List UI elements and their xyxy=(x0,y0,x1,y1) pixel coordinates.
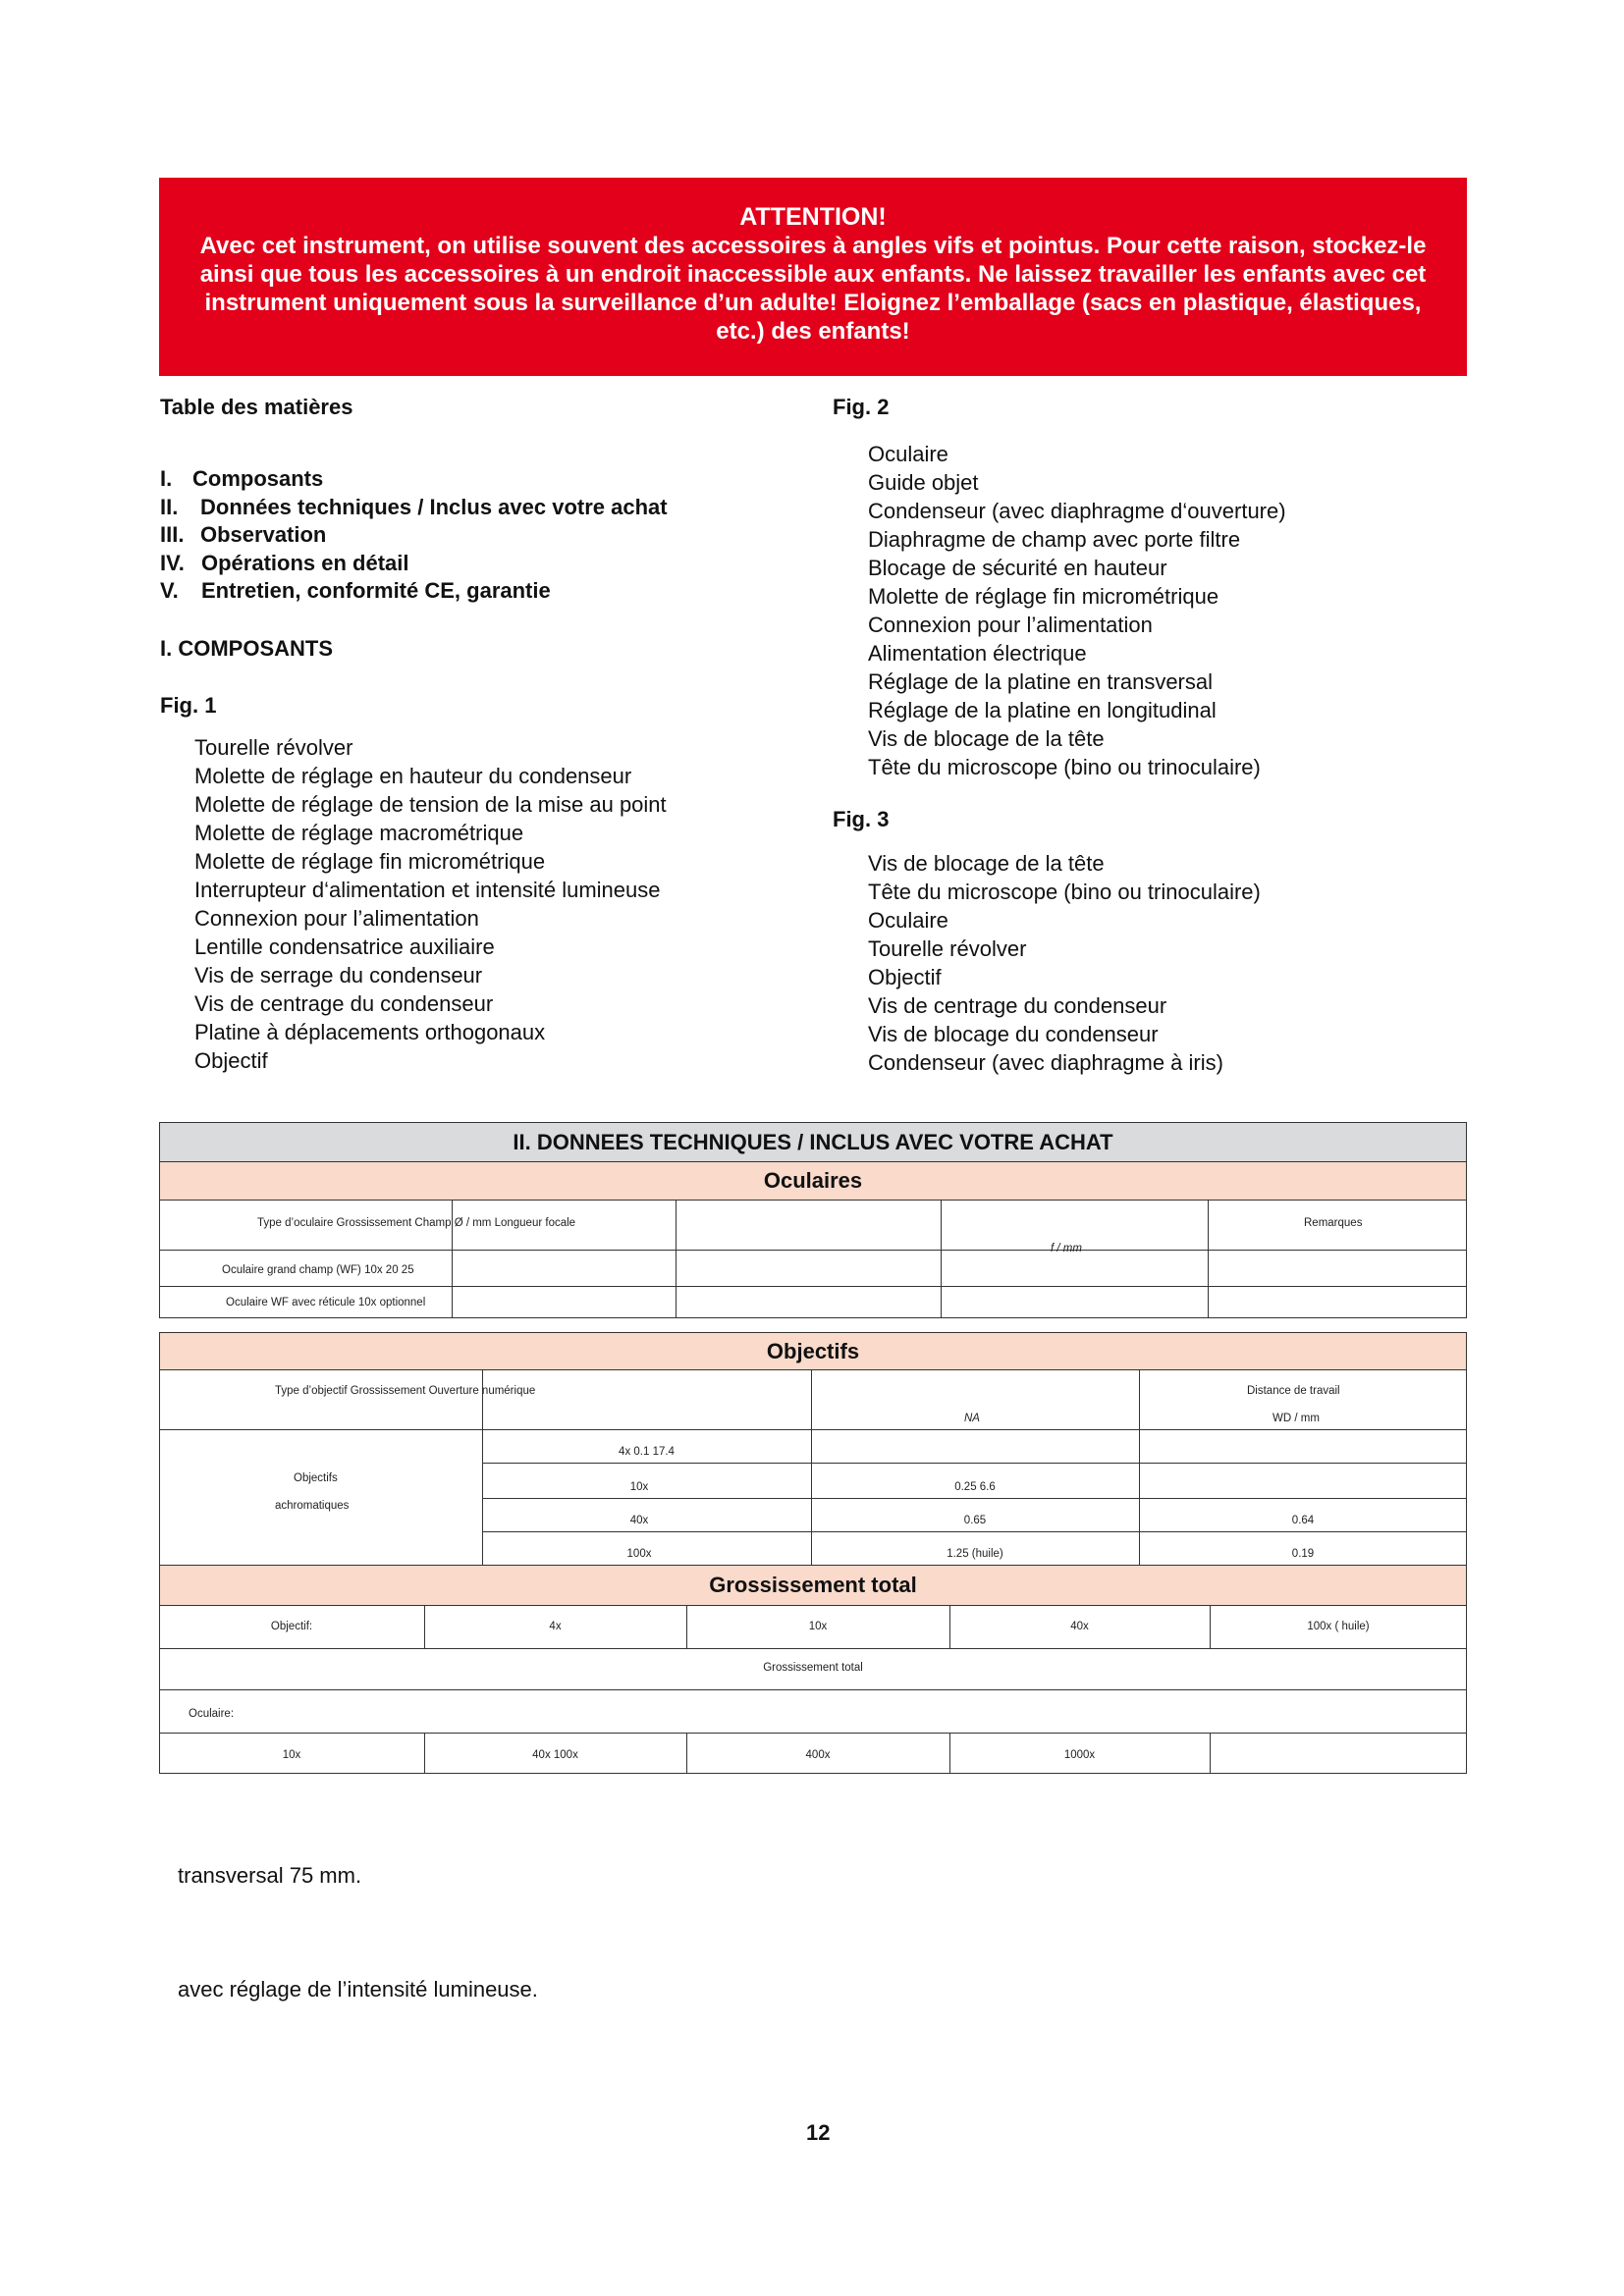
grossissement-objectif-cell: 4x xyxy=(549,1621,562,1632)
objectifs-col-headers: Type d’objectif Grossissement Ouverture numérique xyxy=(275,1385,536,1397)
toc-item-number: I. xyxy=(160,466,173,491)
col-divider xyxy=(676,1200,677,1318)
component-label: Vis de blocage du condenseur xyxy=(868,1022,1159,1046)
fig3-list xyxy=(868,849,1261,1077)
component-label: Condenseur (avec diaphragme d‘ouverture) xyxy=(868,499,1286,523)
objectifs-group-label: Objectifs xyxy=(294,1472,338,1484)
component-label: Oculaire xyxy=(868,908,948,933)
component-label: Tourelle révolver xyxy=(194,735,353,760)
objective-mag: 40x xyxy=(629,1515,649,1526)
component-label: Molette de réglage de tension de la mise au point xyxy=(194,792,667,817)
toc-item[interactable] xyxy=(160,550,668,578)
component-label: Molette de réglage fin micrométrique xyxy=(194,849,546,874)
text-fragment: avec réglage de l’intensité lumineuse. xyxy=(178,1977,538,2002)
component-label: Tête du microscope (bino ou trinoculaire) xyxy=(868,755,1261,779)
toc-list xyxy=(160,465,668,606)
grossissement-value-cell: 40x 100x xyxy=(532,1749,578,1761)
component-label: Guide objet xyxy=(868,470,979,495)
component-label: Connexion pour l’alimentation xyxy=(194,906,479,931)
col-divider xyxy=(1208,1200,1209,1318)
objective-mag: 100x xyxy=(626,1548,652,1560)
grossissement-objectif-cell: 40x xyxy=(1070,1621,1089,1632)
toc-title: Table des matières xyxy=(160,395,353,419)
warning-box xyxy=(159,178,1467,376)
warning-title: ATTENTION! xyxy=(739,203,887,231)
row-divider xyxy=(159,1648,1467,1649)
component-label: Vis de blocage de la tête xyxy=(868,851,1105,876)
toc-item-number: IV. xyxy=(160,550,185,575)
row-divider xyxy=(159,1733,1467,1734)
page-number: 12 xyxy=(806,2120,831,2145)
grossissement-objectif-cell: 10x xyxy=(808,1621,828,1632)
objective-wd: 0.19 xyxy=(1291,1548,1315,1560)
objective-na: 0.65 xyxy=(963,1515,987,1526)
toc-item[interactable] xyxy=(160,521,668,550)
toc-item[interactable] xyxy=(160,577,668,606)
component-label: Réglage de la platine en transversal xyxy=(868,669,1214,694)
col-divider xyxy=(482,1369,483,1566)
oculaire-row: Oculaire WF avec réticule 10x optionnel xyxy=(226,1297,426,1308)
fig2-title: Fig. 2 xyxy=(833,395,890,419)
row-divider xyxy=(482,1531,1467,1532)
toc-item-number: V. xyxy=(160,578,179,603)
col-divider xyxy=(1210,1733,1211,1774)
grossissement-total-label: Grossissement total xyxy=(763,1662,863,1674)
oculaire-row: Oculaire grand champ (WF) 10x 20 25 xyxy=(222,1264,414,1276)
toc-item-number: III. xyxy=(160,522,185,547)
component-label: Platine à déplacements orthogonaux xyxy=(194,1020,546,1044)
objective-na: 0.25 6.6 xyxy=(954,1481,996,1493)
component-label: Vis de blocage de la tête xyxy=(868,726,1105,751)
row-divider xyxy=(159,1250,1467,1251)
component-label: Tête du microscope (bino ou trinoculaire) xyxy=(868,880,1261,904)
row-divider xyxy=(482,1498,1467,1499)
row-divider xyxy=(482,1463,1467,1464)
objective-na: 1.25 (huile) xyxy=(947,1548,1003,1560)
oculaires-header: Oculaires xyxy=(159,1161,1467,1201)
grossissement-oculaire-label: Oculaire: xyxy=(189,1708,235,1720)
text-fragment: transversal 75 mm. xyxy=(178,1863,362,1888)
component-label: Molette de réglage macrométrique xyxy=(194,821,524,845)
objectifs-header: Objectifs xyxy=(159,1332,1467,1370)
component-label: Vis de serrage du condenseur xyxy=(194,963,483,988)
component-label: Objectif xyxy=(868,965,942,989)
toc-item[interactable] xyxy=(160,494,668,522)
objective-mag: 10x xyxy=(629,1481,649,1493)
component-label: Interrupteur d‘alimentation et intensité lumineuse xyxy=(194,878,661,902)
toc-item-label: Composants xyxy=(192,466,324,491)
grossissement-header: Grossissement total xyxy=(159,1565,1467,1606)
grossissement-value-cell: 1000x xyxy=(1063,1749,1096,1761)
toc-item-label: Opérations en détail xyxy=(201,550,409,575)
objective-mag: 4x 0.1 17.4 xyxy=(619,1446,675,1458)
col-divider xyxy=(1139,1369,1140,1566)
row-divider xyxy=(159,1689,1467,1690)
component-label: Condenseur (avec diaphragme à iris) xyxy=(868,1050,1223,1075)
component-label: Lentille condensatrice auxiliaire xyxy=(194,934,495,959)
component-label: Molette de réglage fin micrométrique xyxy=(868,584,1219,609)
toc-item[interactable] xyxy=(160,465,668,494)
row-divider xyxy=(159,1286,1467,1287)
col-divider xyxy=(811,1369,812,1566)
component-label: Blocage de sécurité en hauteur xyxy=(868,556,1167,580)
component-label: Diaphragme de champ avec porte filtre xyxy=(868,527,1241,552)
toc-item-label: Données techniques / Inclus avec votre achat xyxy=(200,494,668,519)
grossissement-value-cell: 400x xyxy=(805,1749,831,1761)
objective-wd: 0.64 xyxy=(1291,1515,1315,1526)
component-label: Tourelle révolver xyxy=(868,936,1027,961)
oculaires-header-remarques: Remarques xyxy=(1304,1217,1363,1229)
toc-item-label: Entretien, conformité CE, garantie xyxy=(201,578,551,603)
component-label: Objectif xyxy=(194,1048,268,1073)
component-label: Réglage de la platine en longitudinal xyxy=(868,698,1217,722)
objectifs-header-na: NA xyxy=(964,1413,980,1424)
oculaires-header-fmm: f / mm xyxy=(1051,1243,1082,1255)
objectifs-header-wd-label: Distance de travail xyxy=(1247,1385,1340,1397)
fig1-list xyxy=(194,733,667,1075)
component-label: Vis de centrage du condenseur xyxy=(194,991,494,1016)
tech-table-title: II. DONNEES TECHNIQUES / INCLUS AVEC VOTRE ACHAT xyxy=(159,1122,1467,1162)
row-divider xyxy=(159,1429,1467,1430)
toc-item-number: II. xyxy=(160,494,179,519)
fig1-title: Fig. 1 xyxy=(160,693,217,718)
objectifs-header-wd-unit: WD / mm xyxy=(1272,1413,1320,1424)
grossissement-objectif-label: Objectif: xyxy=(270,1621,313,1632)
objectifs-group-label: achromatiques xyxy=(275,1500,350,1512)
section-title-composants: I. COMPOSANTS xyxy=(160,636,334,661)
toc-item-label: Observation xyxy=(200,522,327,547)
warning-body: Avec cet instrument, on utilise souvent des accessoires à angles vifs et pointus. Pour cette raison, stockez-le ainsi que tous les accessoires à un endroit inaccessible aux enfants. Ne laissez travailler les enfants avec cet instrument uniquement sous la surveillance d’un adulte! Eloignez l’emballage (sacs en plastique, élastiques, etc.) des enfants! xyxy=(199,233,1427,345)
component-label: Molette de réglage en hauteur du condenseur xyxy=(194,764,632,788)
grossissement-value-cell: 10x xyxy=(282,1749,301,1761)
objectifs-body xyxy=(159,1369,1467,1566)
col-divider xyxy=(941,1200,942,1318)
component-label: Oculaire xyxy=(868,442,948,466)
component-label: Connexion pour l’alimentation xyxy=(868,613,1153,637)
fig3-title: Fig. 3 xyxy=(833,807,890,831)
grossissement-objectif-cell: 100x ( huile) xyxy=(1307,1621,1370,1632)
fig2-list xyxy=(868,440,1286,781)
component-label: Vis de centrage du condenseur xyxy=(868,993,1167,1018)
component-label: Alimentation électrique xyxy=(868,641,1087,666)
oculaires-col-headers: Type d’oculaire Grossissement Champ Ø / mm Longueur focale xyxy=(257,1217,576,1229)
